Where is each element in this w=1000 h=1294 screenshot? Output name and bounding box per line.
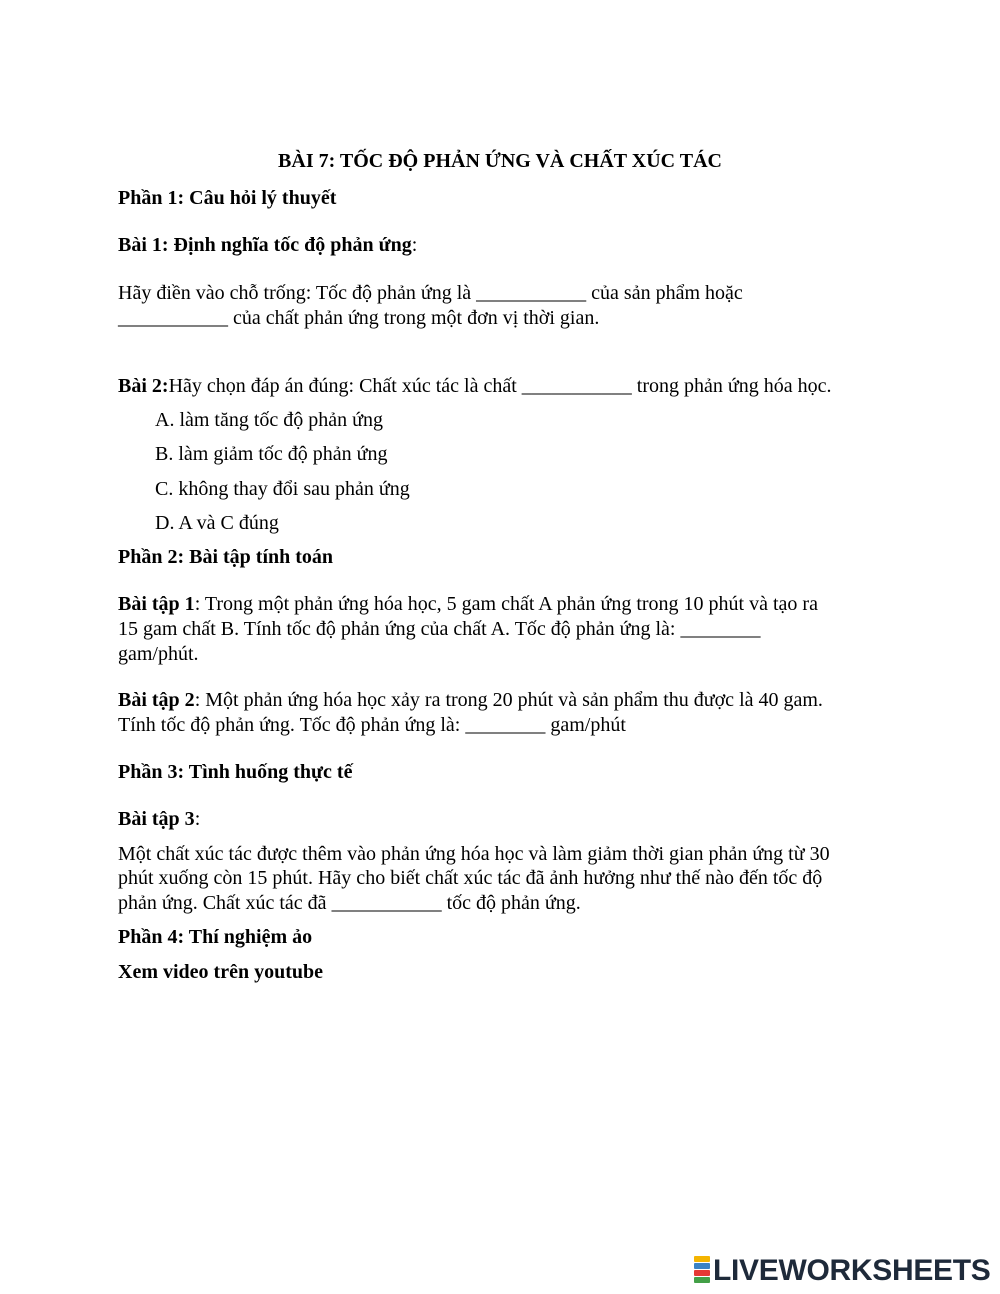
part2-ex2-line1: [118, 688, 823, 713]
part2-ex1-label: Bài tập 1: [118, 593, 195, 615]
fill-blank-5[interactable]: ________: [465, 714, 546, 736]
part3-ex3-line2: phút xuống còn 15 phút. Hãy cho biết chất xúc tác đã ảnh hưởng như thế nào đến tốc độ: [118, 867, 823, 889]
option-c[interactable]: C. không thay đổi sau phản ứng: [155, 478, 410, 500]
part3-ex3-colon: :: [194, 808, 201, 830]
option-d[interactable]: D. A và C đúng: [155, 512, 279, 534]
part2-ex1-text-line2: 15 gam chất B. Tính tốc độ phản ứng của chất A. Tốc độ phản ứng là:: [118, 618, 681, 640]
part3-ex3-text-line3: phản ứng. Chất xúc tác đã: [118, 892, 332, 914]
part1-heading: Phần 1: Câu hỏi lý thuyết: [118, 187, 337, 209]
option-a[interactable]: A. làm tăng tốc độ phản ứng: [155, 409, 384, 431]
part3-ex3-line3: [118, 891, 581, 916]
part1-ex2-text: Hãy chọn đáp án đúng: Chất xúc tác là chất: [168, 375, 522, 397]
part2-ex2-line2: [118, 713, 626, 738]
logo-block-1: [694, 1256, 710, 1262]
part2-ex1-text: : Trong một phản ứng hóa học, 5 gam chất A phản ứng trong 10 phút và tạo ra: [194, 593, 818, 615]
fill-blank-4[interactable]: ________: [680, 618, 761, 640]
fill-blank-1[interactable]: ___________: [476, 282, 587, 304]
fill-blank-2[interactable]: ___________: [118, 307, 228, 329]
part3-heading: Phần 3: Tình huống thực tế: [118, 761, 353, 783]
part4-heading: Phần 4: Thí nghiệm ảo: [118, 926, 313, 948]
option-b[interactable]: B. làm giảm tốc độ phản ứng: [155, 443, 388, 465]
part3-ex3-line1: Một chất xúc tác được thêm vào phản ứng hóa học và làm giảm thời gian phản ứng từ 30: [118, 843, 830, 865]
fill-blank-6[interactable]: ___________: [331, 892, 442, 914]
part1-ex1-text-line2: của chất phản ứng trong một đơn vị thời gian.: [228, 307, 600, 329]
part2-ex1-line1: [118, 592, 818, 617]
part2-ex2-label: Bài tập 2: [118, 689, 195, 711]
part1-ex2-label: Bài 2:: [118, 375, 169, 397]
part3-ex3-text-after: tốc độ phản ứng.: [441, 892, 581, 914]
liveworksheets-logo[interactable]: [694, 1253, 991, 1287]
part2-ex2-text: : Một phản ứng hóa học xảy ra trong 20 phút và sản phẩm thu được là 40 gam.: [194, 689, 823, 711]
part1-ex2-text-after: trong phản ứng hóa học.: [631, 375, 832, 397]
liveworksheets-logo-icon: [694, 1256, 710, 1284]
youtube-video-link[interactable]: Xem video trên youtube: [118, 961, 323, 983]
part1-ex2-question: [118, 374, 831, 399]
part1-ex1-colon: :: [411, 234, 418, 256]
logo-block-3: [694, 1270, 710, 1276]
part3-ex3-label: Bài tập 3: [118, 808, 195, 830]
part2-ex2-unit: gam/phút: [545, 714, 626, 736]
part2-ex2-text-line2: Tính tốc độ phản ứng. Tốc độ phản ứng là:: [118, 714, 466, 736]
part1-ex1-text: Hãy điền vào chỗ trống: Tốc độ phản ứng là: [118, 282, 477, 304]
part2-ex1-line2: [118, 617, 761, 642]
part1-ex1-line1: [118, 281, 743, 306]
liveworksheets-logo-text: LIVEWORKSHEETS: [713, 1253, 991, 1287]
worksheet-title: BÀI 7: TỐC ĐỘ PHẢN ỨNG VÀ CHẤT XÚC TÁC: [278, 150, 722, 172]
part1-ex1-line2: [118, 306, 599, 331]
part3-ex3-heading: [118, 807, 200, 832]
part2-heading: Phần 2: Bài tập tính toán: [118, 546, 334, 568]
logo-block-2: [694, 1263, 710, 1269]
part1-ex1-label: Bài 1: Định nghĩa tốc độ phản ứng: [118, 234, 412, 256]
part1-ex1-text-after: của sản phẩm hoặc: [586, 282, 743, 304]
logo-block-4: [694, 1277, 710, 1283]
part2-ex1-line3: gam/phút.: [118, 643, 199, 665]
part1-ex1-heading: [118, 233, 417, 258]
fill-blank-3[interactable]: ___________: [521, 375, 632, 397]
